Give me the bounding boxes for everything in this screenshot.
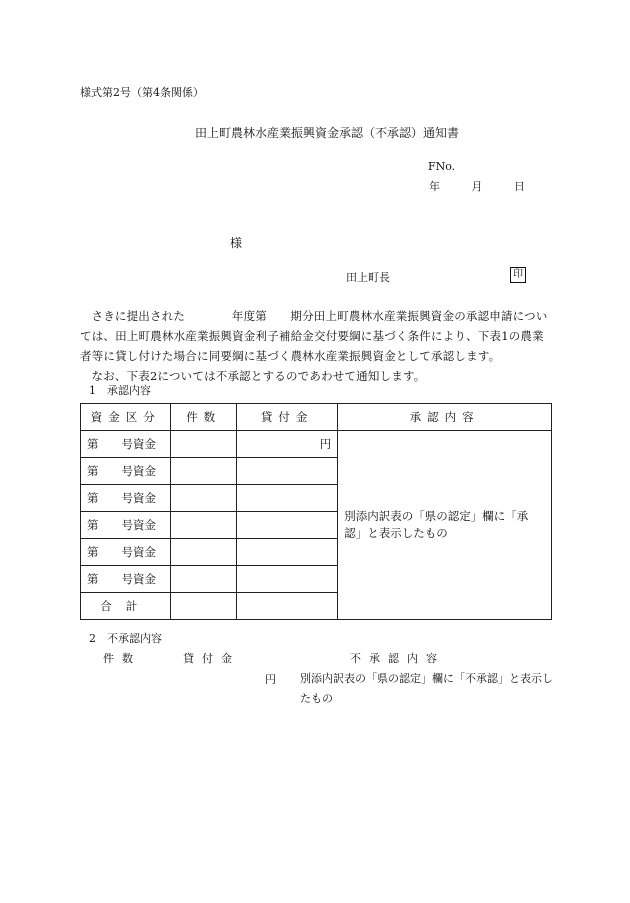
- rejection-note: 別添内訳表の「県の認定」欄に「不承認」と表示したもの: [300, 672, 553, 705]
- issuer-name: 田上町長: [346, 271, 390, 284]
- notice-body: [80, 306, 555, 386]
- count-cell: [171, 485, 236, 512]
- total-label-cell: 合計: [81, 593, 171, 620]
- document-title: 田上町農林水産業振興資金承認（不承認）通知書: [195, 126, 460, 140]
- column-header-count: 件数: [171, 404, 236, 431]
- amount-cell: [236, 539, 337, 566]
- column-header-category: 資金区分: [81, 404, 171, 431]
- total-count-cell: [171, 593, 236, 620]
- addressee-suffix: 様: [230, 236, 243, 250]
- approval-table: [80, 403, 552, 620]
- count-cell: [171, 458, 236, 485]
- table-row: [81, 431, 552, 458]
- notice-paragraph-2: なお、下表2については不承認とするのであわせて通知します。: [91, 369, 426, 383]
- total-amount-cell: [236, 593, 337, 620]
- section-1-heading: 1 承認内容: [89, 384, 151, 397]
- fund-category-cell: 第 号資金: [81, 512, 171, 539]
- fund-category-cell: 第 号資金: [81, 458, 171, 485]
- section-2-heading: 2 不承認内容: [89, 632, 162, 645]
- seal-mark: 印: [510, 267, 526, 283]
- column-header-approval-content: 承認内容: [338, 404, 552, 431]
- notice-paragraph-1: さきに提出された 年度第 期分田上町農林水産業振興資金の承認申請については、田上町農林水産業振興資金利子補給金交付要綱に基づく条件により、下表1の農業者等に貸し付けた場合に同要綱に基づく農林水産業振興資金として承認します。: [80, 309, 548, 363]
- rejection-count-header: 件数: [103, 652, 141, 665]
- amount-cell: [236, 458, 337, 485]
- count-cell: [171, 539, 236, 566]
- table-header-row: [81, 404, 552, 431]
- count-cell: [171, 512, 236, 539]
- rejection-content-header: 不承認内容: [350, 652, 445, 665]
- rejection-yen-unit: 円: [265, 673, 276, 686]
- date-month-label: 月: [471, 180, 483, 193]
- rejection-amount-header: 貸付金: [183, 652, 240, 665]
- count-cell: [171, 566, 236, 593]
- column-header-loan-amount: 貸付金: [236, 404, 337, 431]
- fund-category-cell: 第 号資金: [81, 566, 171, 593]
- fund-category-cell: 第 号資金: [81, 539, 171, 566]
- amount-cell: [236, 566, 337, 593]
- amount-cell: [236, 485, 337, 512]
- form-number: 様式第2号（第4条関係）: [80, 86, 204, 99]
- fund-category-cell: 第 号資金: [81, 431, 171, 458]
- count-cell: [171, 431, 236, 458]
- date-day-label: 日: [514, 180, 525, 193]
- approval-content-cell: 別添内訳表の「県の認定」欄に「承認」と表示したもの: [338, 431, 552, 620]
- file-number-label: FNo.: [428, 160, 456, 173]
- date-year-label: 年: [429, 180, 440, 193]
- amount-cell: 円: [236, 431, 337, 458]
- fund-category-cell: 第 号資金: [81, 485, 171, 512]
- amount-cell: [236, 512, 337, 539]
- date-line: [429, 178, 525, 194]
